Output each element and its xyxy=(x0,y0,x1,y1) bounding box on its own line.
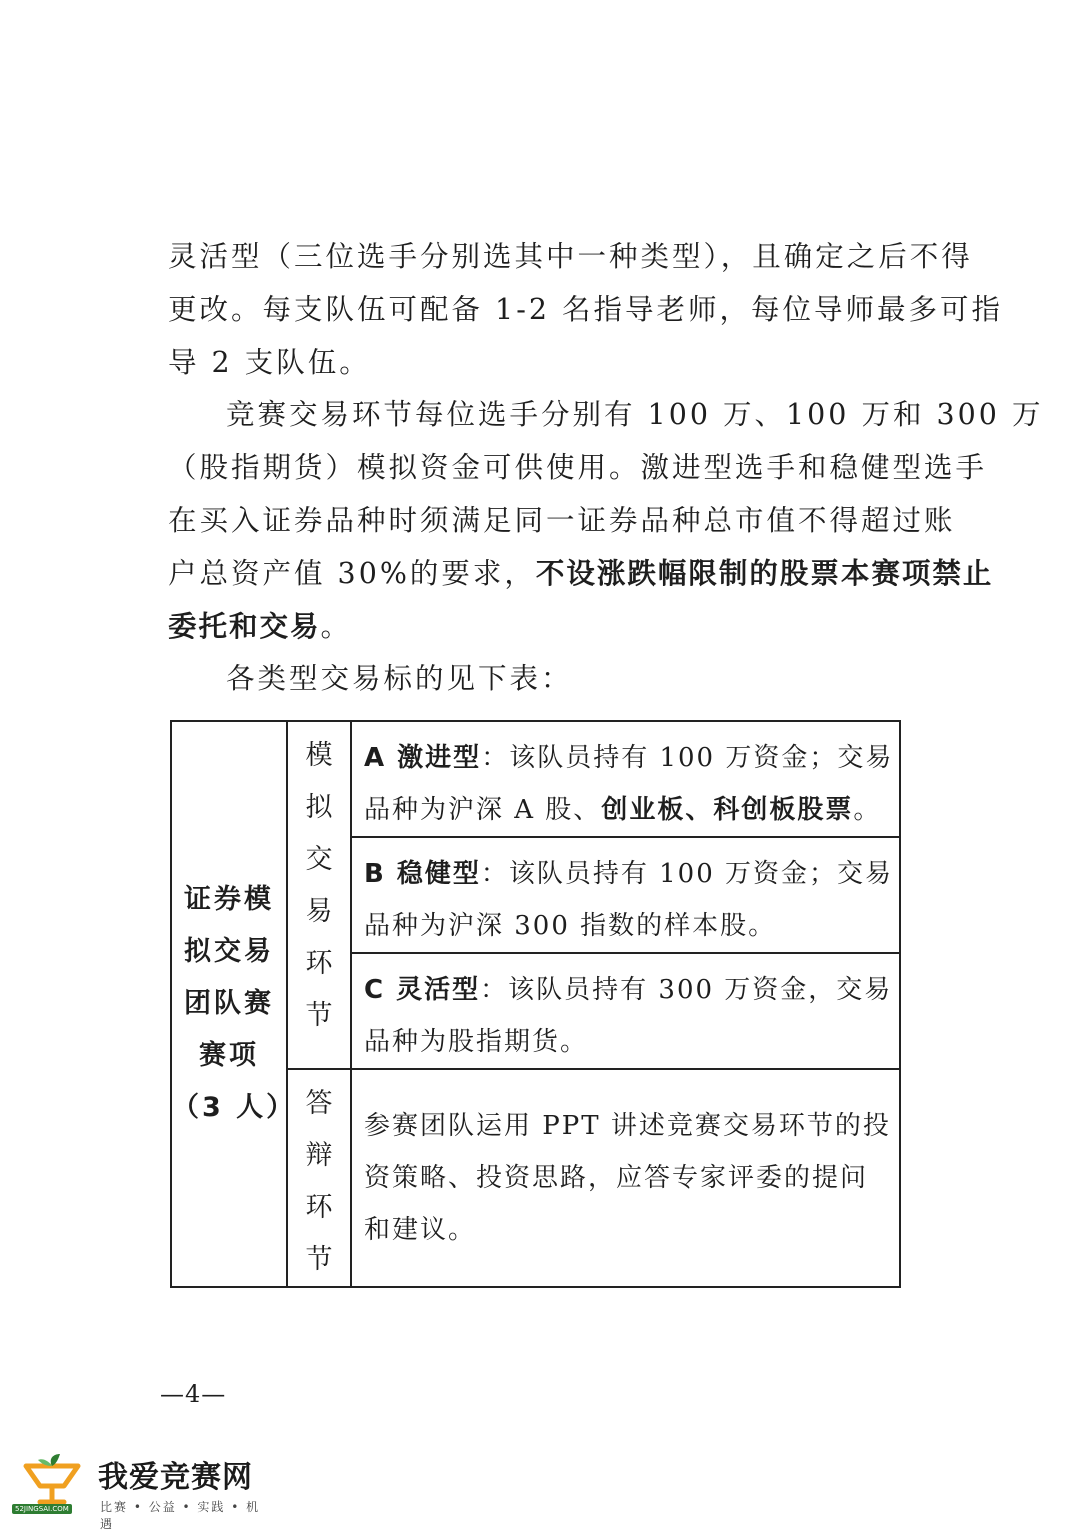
paragraph-trading-rules xyxy=(168,388,1044,653)
trophy-leaf-icon xyxy=(18,1452,86,1510)
text-emphasis: 不设涨跌幅限制的股票本赛项禁止 xyxy=(535,557,994,590)
category-line: （3 人） xyxy=(172,1092,297,1123)
option-label: A 激进型 xyxy=(364,743,482,773)
text-line: 竞赛交易环节每位选手分别有 100 万、100 万和 300 万 xyxy=(226,398,1044,431)
category-cell xyxy=(171,721,297,1287)
text-line: 导 2 支队伍。 xyxy=(168,346,371,379)
paragraph-table-intro xyxy=(168,652,928,705)
stage-char: 节 xyxy=(305,1244,333,1275)
category-line: 拟交易 xyxy=(184,936,274,967)
option-flexible-cell xyxy=(351,953,900,1069)
watermark-logo[interactable] xyxy=(12,1448,272,1531)
trading-targets-table xyxy=(170,720,901,1288)
text-line: （股指期货）模拟资金可供使用。激进型选手和稳健型选手 xyxy=(168,451,988,484)
category-line: 证券模 xyxy=(184,884,274,915)
stage-char: 环 xyxy=(305,948,333,979)
option-text: 。 xyxy=(853,795,882,825)
table-row xyxy=(171,721,900,837)
stage-char: 辩 xyxy=(305,1140,333,1171)
defense-line: 资策略、投资思路，应答专家评委的提问 xyxy=(364,1163,869,1193)
option-text: ：该队员持有 100 万资金；交易 xyxy=(481,743,894,773)
option-text: 品种为沪深 A 股、 xyxy=(364,795,602,825)
text-line: 更改。每支队伍可配备 1-2 名指导老师，每位导师最多可指 xyxy=(168,293,1004,326)
page-number: —4— xyxy=(160,1380,227,1408)
category-line: 团队赛 xyxy=(184,988,274,1019)
text-emphasis: 委托和交易 xyxy=(168,610,321,643)
stage-char: 交 xyxy=(305,844,333,875)
text-normal: 。 xyxy=(320,610,353,643)
option-aggressive-cell xyxy=(351,721,900,837)
defense-line: 和建议。 xyxy=(364,1215,477,1245)
option-steady-cell xyxy=(351,837,900,953)
stage-trading-cell xyxy=(287,721,351,1069)
text-line: 灵活型（三位选手分别选其中一种类型），且确定之后不得 xyxy=(168,240,973,273)
option-text: ：该队员持有 100 万资金；交易 xyxy=(480,859,894,889)
option-text: 品种为股指期货。 xyxy=(364,1027,589,1057)
category-line: 赛项 xyxy=(199,1040,259,1071)
watermark-tagline: 比赛 • 公益 • 实践 • 机遇 xyxy=(100,1500,261,1531)
option-text: ：该队员持有 300 万资金，交易 xyxy=(480,975,893,1005)
option-label: C 灵活型 xyxy=(364,975,481,1005)
stage-char: 模 xyxy=(305,740,333,771)
stage-char: 答 xyxy=(305,1088,333,1119)
watermark-title: 我爱竞赛网 xyxy=(98,1460,253,1495)
text-line: 各类型交易标的见下表： xyxy=(226,662,573,695)
stage-char: 易 xyxy=(305,896,333,927)
option-label: B 稳健型 xyxy=(364,859,481,889)
stage-defense-cell xyxy=(287,1069,351,1287)
option-text: 品种为沪深 300 指数的样本股。 xyxy=(364,911,777,941)
defense-description-cell xyxy=(351,1069,900,1287)
stage-char: 环 xyxy=(305,1192,333,1223)
text-line xyxy=(168,547,994,600)
stage-char: 拟 xyxy=(305,792,333,823)
stage-char: 节 xyxy=(305,1000,333,1031)
text-line xyxy=(168,600,928,653)
option-emphasis: 创业板、科创板股票 xyxy=(601,795,854,825)
text-line: 在买入证券品种时须满足同一证券品种总市值不得超过账 xyxy=(168,504,956,537)
defense-line: 参赛团队运用 PPT 讲述竞赛交易环节的投 xyxy=(364,1111,891,1141)
text-normal: 户总资产值 30%的要求， xyxy=(168,557,536,590)
watermark-url: 52JINGSAI.COM xyxy=(12,1504,72,1514)
paragraph-team-composition xyxy=(168,230,1004,389)
